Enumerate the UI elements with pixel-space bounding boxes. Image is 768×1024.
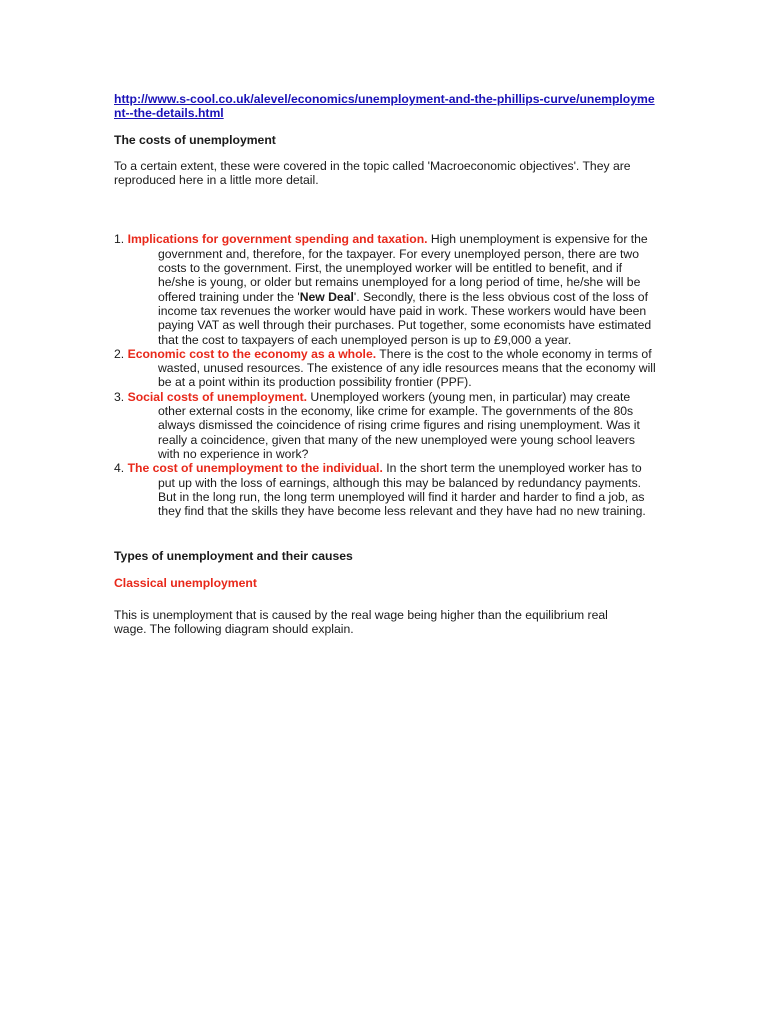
classical-subheading: Classical unemployment bbox=[114, 575, 257, 590]
item-number: 3. bbox=[114, 389, 125, 404]
item-number: 4. bbox=[114, 461, 125, 476]
types-heading: Types of unemployment and their causes bbox=[114, 549, 353, 564]
item-number: 1. bbox=[114, 232, 125, 247]
item-title: Economic cost to the economy as a whole. bbox=[127, 346, 377, 361]
item-title: Social costs of unemployment. bbox=[127, 389, 308, 404]
item-number: 2. bbox=[114, 346, 125, 361]
document-page bbox=[114, 92, 659, 637]
list-item bbox=[114, 390, 659, 461]
item-text: In the short term the unemployed worker has to put up with the loss of earnings, although this may be balanced by redundancy payments. But in the long run, the long term unemployed will find it harder and harder to find a job, as they find that the skills they have become less relevant and they have had no new training. bbox=[158, 461, 646, 519]
new-deal-term: New Deal bbox=[299, 289, 354, 304]
item-text: High unemployment is expensive for the government and, therefore, for the taxpayer. For every unemployed person, there are two costs to the government. First, the unemployed worker will be entitled to benefit, and if he/she is young, or older but remains unemployed for a long period of time, he/she will be offered training under the ' bbox=[158, 232, 648, 304]
costs-intro: To a certain extent, these were covered in the topic called 'Macroeconomic objectives'. They are reproduced here in a little more detail. bbox=[114, 158, 631, 188]
item-text: There is the cost to the whole economy in terms of wasted, unused resources. The existence of any idle resources means that the economy will be at a point within its production possibility frontier (PPF). bbox=[158, 346, 656, 390]
item-text-after: '. Secondly, there is the less obvious cost of the loss of income tax revenues the worker would have paid in work. These workers would have been paying VAT as well through their purchases. Put together, some economists have estimated that the cost to taxpayers of each unemployed person is up to £9,000 a year. bbox=[158, 289, 652, 347]
source-link[interactable]: http://www.s-cool.co.uk/alevel/economics/unemployment-and-the-phillips-curve/unemployment--the-details.html bbox=[114, 92, 655, 121]
classical-text: This is unemployment that is caused by the real wage being higher than the equilibrium real wage. The following diagram should explain. bbox=[114, 608, 608, 637]
list-item bbox=[114, 461, 659, 518]
costs-heading: The costs of unemployment bbox=[114, 132, 276, 147]
item-title: The cost of unemployment to the individual. bbox=[127, 461, 383, 476]
list-item bbox=[114, 347, 659, 390]
list-item bbox=[114, 232, 659, 346]
costs-list bbox=[114, 232, 659, 518]
item-title: Implications for government spending and taxation. bbox=[127, 232, 428, 247]
item-text: Unemployed workers (young men, in particular) may create other external costs in the economy, like crime for example. The governments of the 80s always dismissed the coincidence of rising crime figures and rising unemployment. Was it really a coincidence, given that many of the new unemployed were young school leavers with no experience in work? bbox=[158, 389, 640, 461]
